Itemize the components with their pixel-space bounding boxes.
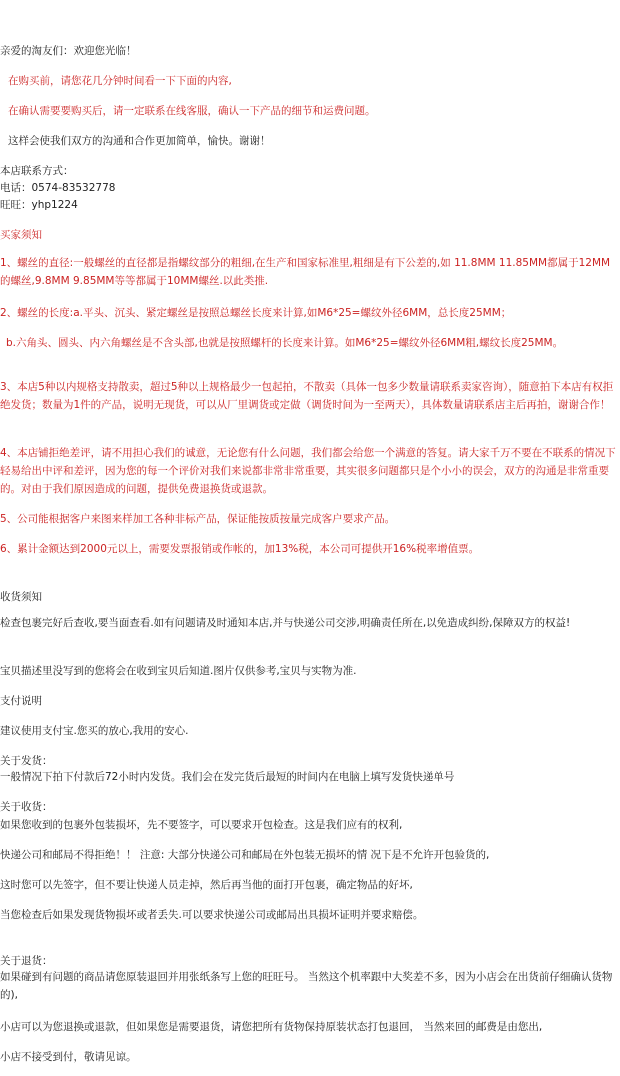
purchase-notice-item-6: 6、累计金额达到2000元以上，需要发票报销或作帐的，加13%税，本公司可提供开16%税率增值票。 xyxy=(0,543,480,555)
receipt-paragraph-2: 宝贝描述里没写到的您将会在收到宝贝后知道.图片仅供参考,宝贝与实物为准. xyxy=(0,665,357,677)
receipt-heading: 收货须知 xyxy=(0,591,42,603)
purchase-notice-heading: 买家须知 xyxy=(0,229,42,241)
alipay-text: 建议使用支付宝.您买的放心,我用的安心. xyxy=(0,725,189,737)
receiving-line-1: 如果您收到的包裹外包装损坏，先不要签字，可以要求开包检查。这是我们应有的权利, xyxy=(0,819,403,831)
receiving-line-3: 这时您可以先签字，但不要让快递人员走掉，然后再当他的面打开包裹，确定物品的好坏, xyxy=(0,879,413,891)
purchase-notice-item-3: 3、本店5种以内规格支持散卖，超过5种以上规格最少一包起拍，不散卖（具体一包多少数量请联系卖家咨询），随意拍下本店有权拒绝发货；数量为1件的产品，说明无现货，可以从厂里调货或定做（调货时间为一至两天），具体数量请联系店主后再拍，谢谢合作！ xyxy=(0,381,614,411)
receiving-heading: 关于收货： xyxy=(0,801,53,813)
shipping-heading: 关于发货： xyxy=(0,755,53,767)
returns-line-3: 小店不接受到付，敬请见谅。 xyxy=(0,1051,137,1063)
contact-heading: 本店联系方式： xyxy=(0,165,74,177)
intro-line-2: 在确认需要要购买后，请一定联系在线客服，确认一下产品的细节和运费问题。 xyxy=(8,105,376,117)
contact-phone: 电话：0574-83532778 xyxy=(0,182,116,194)
returns-line-2: 小店可以为您退换或退款，但如果您是需要退货，请您把所有货物保持原装状态打包退回， 当然来回的邮费是由您出, xyxy=(0,1021,543,1033)
intro-line-3: 这样会使我们双方的沟通和合作更加简单，愉快。谢谢！ xyxy=(8,135,271,147)
purchase-notice-item-5: 5、公司能根据客户来图来样加工各种非标产品，保证能按质按量完成客户要求产品。 xyxy=(0,513,396,525)
greeting-text: 亲爱的淘友们：欢迎您光临！ xyxy=(0,45,137,57)
returns-heading: 关于退货： xyxy=(0,955,53,967)
receiving-line-2: 快递公司和邮局不得拒绝！！ 注意: 大部分快递公司和邮局在外包装无损坏的情 况下是不允许开包验货的, xyxy=(0,849,490,861)
shipping-text: 一般情况下拍下付款后72小时内发货。我们会在发完货后最短的时间内在电脑上填写发货快递单号 xyxy=(0,771,455,783)
purchase-notice-item-1: 1、螺丝的直径:一般螺丝的直径都是指螺纹部分的粗细,在生产和国家标准里,粗细是有下公差的,如 11.8MM 11.85MM都属于12MM的螺丝,9.8MM 9.85MM等等都属于10MM螺丝.以此类推. xyxy=(0,257,611,287)
purchase-notice-item-4: 4、本店铺拒绝差评，请不用担心我们的诚意，无论您有什么问题，我们都会给您一个满意的答复。请大家千万不要在不联系的情况下轻易给出中评和差评，因为您的每一个评价对我们来说都非常非常重要，其实很多问题都只是个小小的误会，双方的沟通是非常重要的。对由于我们原因造成的问题，提供免费退换货或退款。 xyxy=(0,447,616,495)
receipt-paragraph-1: 检查包裹完好后查收,要当面查看.如有问题请及时通知本店,并与快递公司交涉,明确责任所在,以免造成纠纷,保障双方的权益! xyxy=(0,617,571,629)
contact-wangwang: 旺旺：yhp1224 xyxy=(0,199,78,211)
purchase-notice-item-2b: b.六角头、圆头、内六角螺丝是不含头部,也就是按照螺杆的长度来计算。如M6*25=螺纹外径6MM粗,螺纹长度25MM。 xyxy=(6,337,564,349)
purchase-notice-item-2: 2、螺丝的长度:a.平头、沉头、紧定螺丝是按照总螺丝长度来计算,如M6*25=螺纹外径6MM，总长度25MM； xyxy=(0,307,512,319)
alipay-heading: 支付说明 xyxy=(0,695,42,707)
returns-line-1: 如果碰到有问题的商品请您原装退回并用张纸条写上您的旺旺号。 当然这个机率跟中大奖差不多，因为小店会在出货前仔细确认货物的), xyxy=(0,971,613,1001)
receiving-line-4: 当您检查后如果发现货物损坏或者丢失.可以要求快递公司或邮局出具损坏证明并要求赔偿。 xyxy=(0,909,424,921)
intro-line-1: 在购买前，请您花几分钟时间看一下下面的内容, xyxy=(8,75,232,87)
